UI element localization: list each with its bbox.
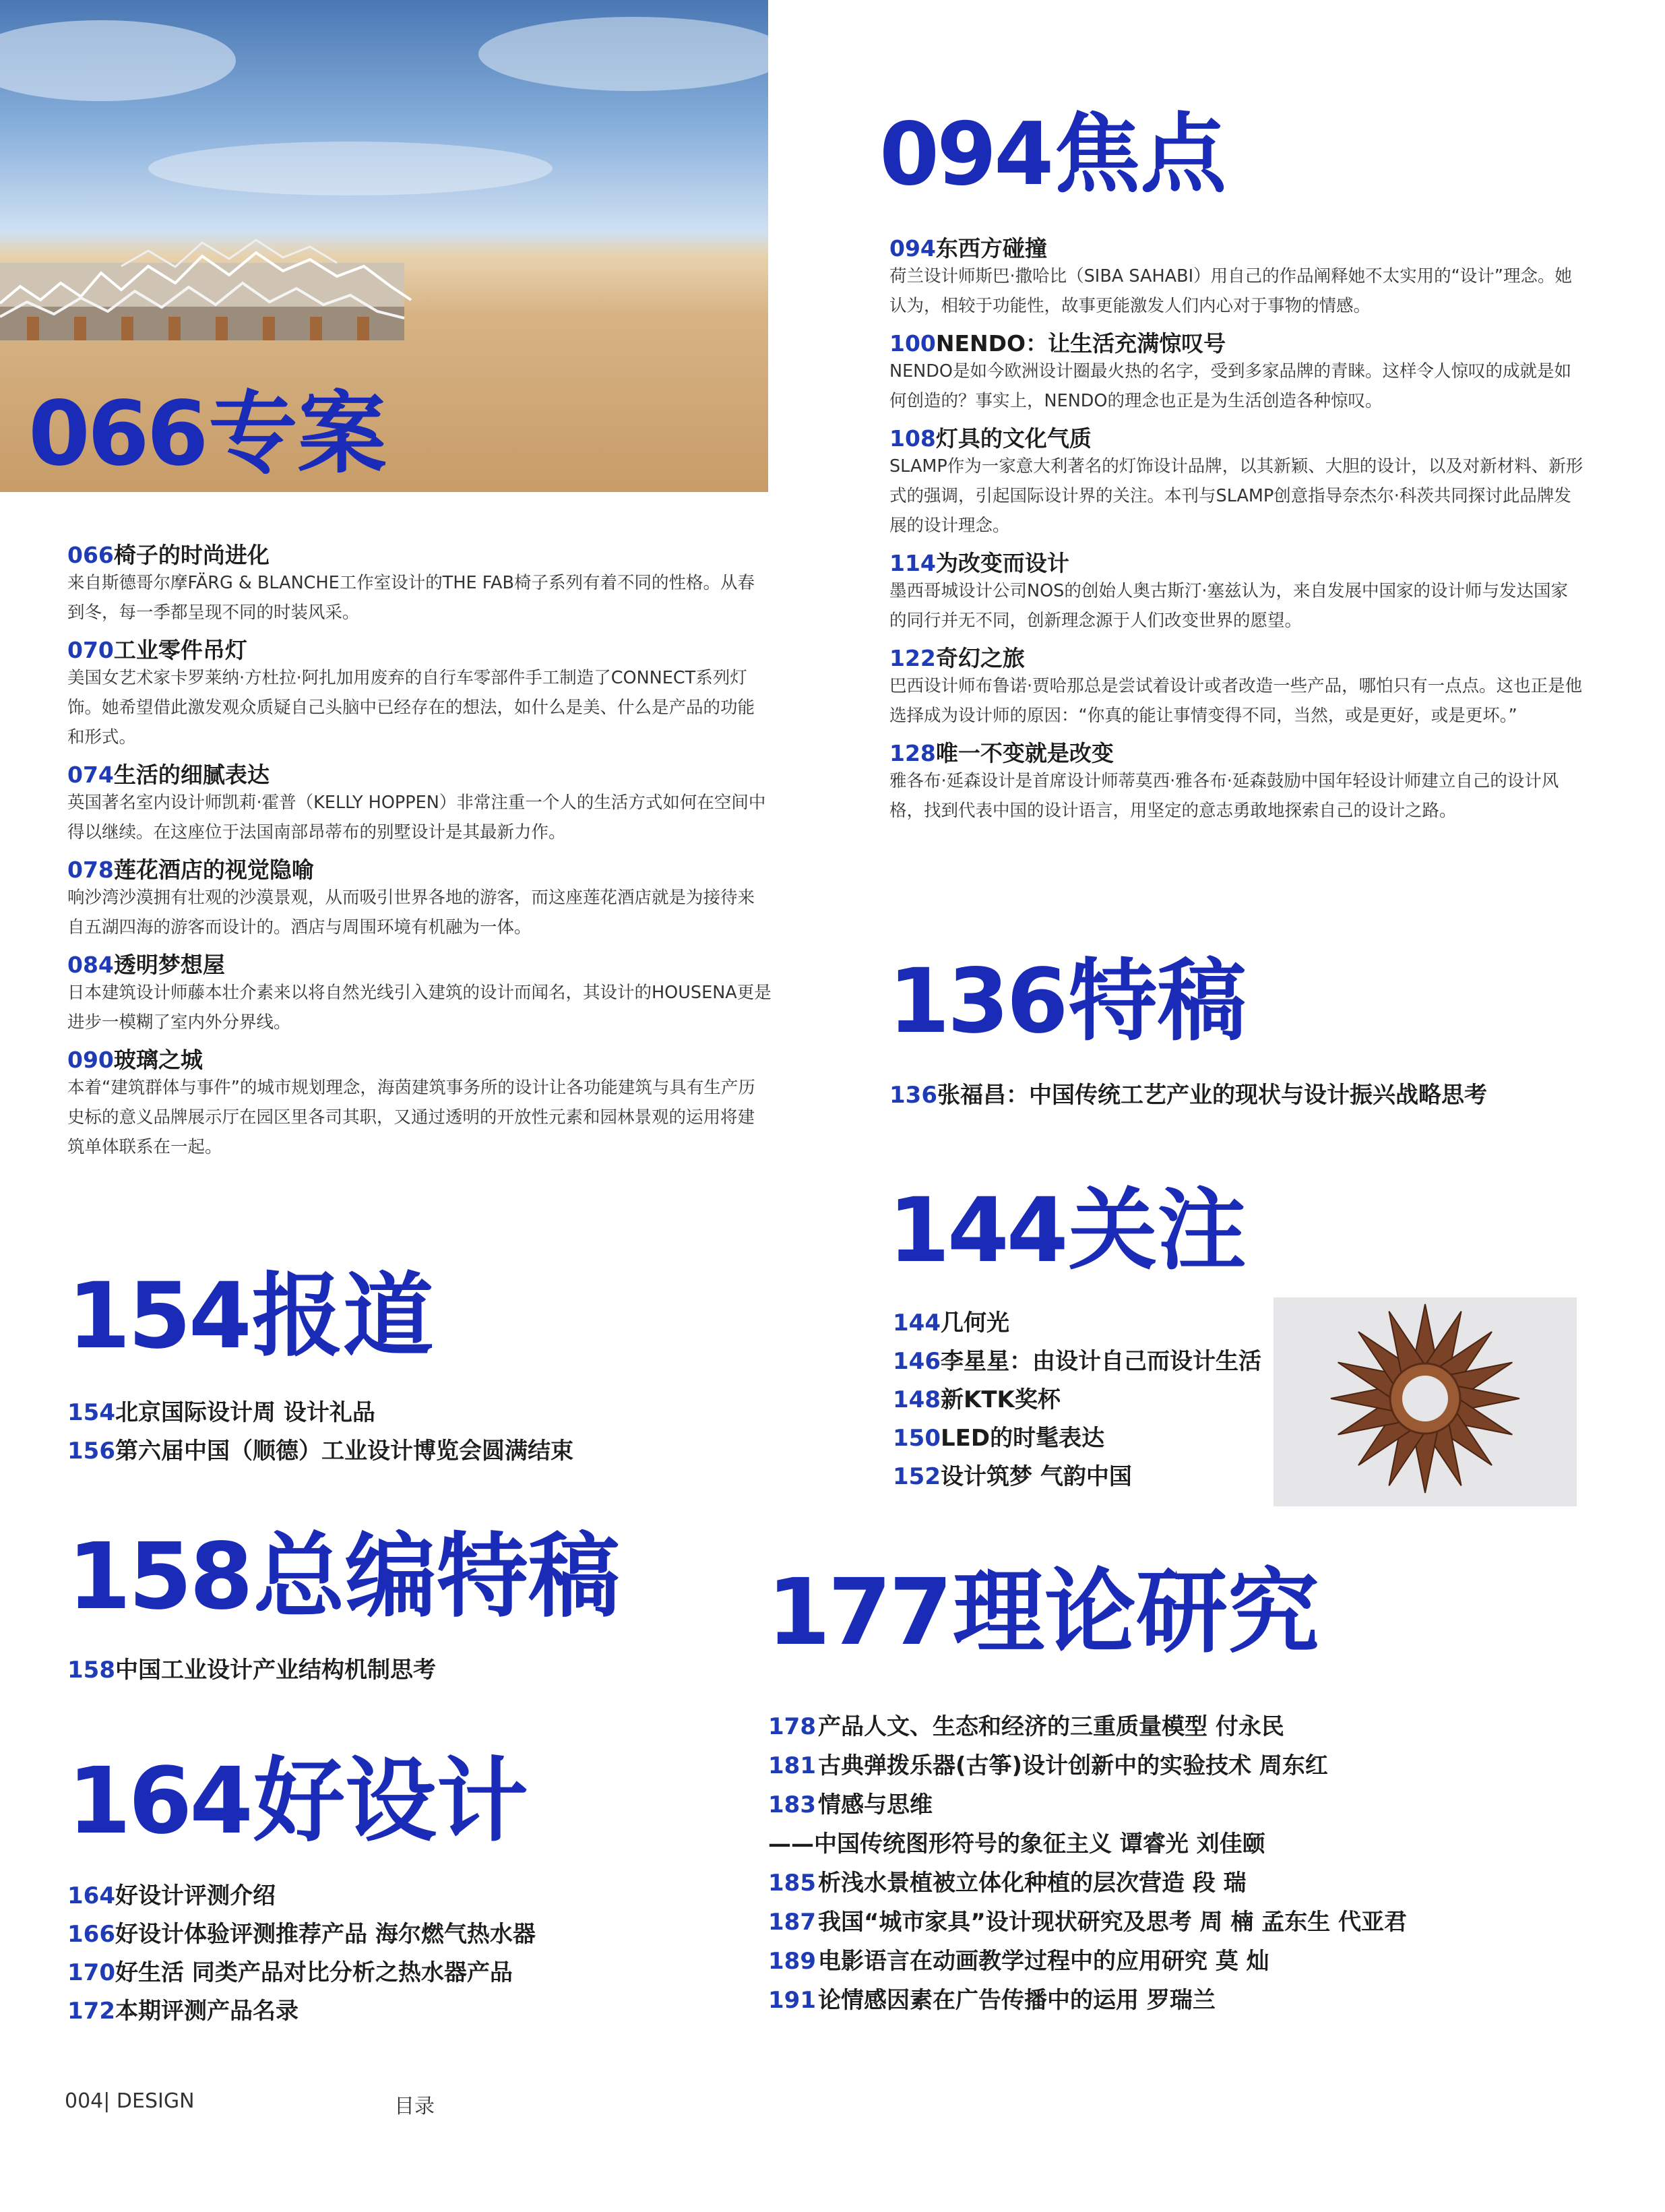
section-heading-066: 066专案 [28,382,387,486]
section-heading-144: 144关注 [888,1179,1247,1283]
toc-entry[interactable] [889,644,1583,731]
entry-description: 本着“建筑群体与事件”的城市规划理念，海茵建筑事务所的设计让各功能建筑与具有生产历史标的意义品牌展示厅在园区里各司其职，又通过透明的开放性元素和园林景观的运用将建筑单体联系在一起。 [67,1077,755,1157]
toc-entry[interactable]: 158中国工业设计产业结构机制思考 [67,1657,436,1684]
toc-entry[interactable]: 154北京国际设计周 设计礼品 [67,1399,375,1426]
toc-entry[interactable] [67,541,772,628]
toc-entry[interactable]: 170好生活 同类产品对比分析之热水器产品 [67,1959,513,1986]
baodao-list [67,1394,573,1471]
page-number: 136 [889,1082,937,1109]
toc-entry[interactable]: 191论情感因素在广告传播中的运用 罗瑞兰 [768,1981,1407,2020]
entry-description: 美国女艺术家卡罗莱纳·方杜拉·阿扎加用废弃的自行车零部件手工制造了CONNECT系列灯饰。她希望借此激发观众质疑自己头脑中已经存在的想法，如什么是美、什么是产品的功能和形式。 [67,668,755,747]
page-number: 122 [889,644,936,671]
page-number: 191 [768,1987,816,2014]
page-number: 183 [768,1791,816,1818]
page-number: 170 [67,1959,115,1986]
entry-description: 响沙湾沙漠拥有壮观的沙漠景观，从而吸引世界各地的游客，而这座莲花酒店就是为接待来自五湖四海的游客而设计的。酒店与周围环境有机融为一体。 [67,888,755,938]
entry-title: 128唯一不变就是改变 [889,739,1114,766]
toc-entry[interactable]: 181古典弹拨乐器(古筝)设计创新中的实验技术 周东红 [768,1746,1407,1785]
entry-description: 雅各布·延森设计是首席设计师蒂莫西·雅各布·延森鼓励中国年轻设计师建立自己的设计风格，找到代表中国的设计语言，用坚定的意志勇敢地探索自己的设计之路。 [889,770,1559,821]
page-number: 066 [67,542,114,568]
toc-entry[interactable]: 187我国“城市家具”设计现状研究及思考 周 楠 孟东生 代亚君 [768,1903,1407,1942]
toc-entry[interactable]: 189电影语言在动画教学过程中的应用研究 莫 灿 [768,1942,1407,1981]
zhuanan-list [67,541,772,1171]
page-number: 152 [893,1463,941,1490]
page-number: 158 [67,1657,115,1684]
entry-title: 122奇幻之旅 [889,644,1025,671]
section-heading-154: 154报道 [67,1263,434,1369]
toc-entry[interactable] [889,425,1583,541]
page-number: 185 [768,1870,816,1897]
page-number: 084 [67,951,114,978]
toc-entry[interactable]: 136张福昌：中国传统工艺产业的现状与设计振兴战略思考 [889,1082,1487,1109]
page-number: 150 [893,1425,941,1452]
lilun-list [768,1707,1407,2020]
toc-entry[interactable]: 148新KTK奖杯 [893,1386,1061,1413]
page-number: 070 [67,636,114,663]
toc-entry[interactable]: 144几何光 [893,1310,1009,1337]
entry-title: 100NENDO：让生活充满惊叹号 [889,330,1226,357]
page-number: 146 [893,1348,941,1375]
geometric-light-photo [1274,1297,1577,1506]
toc-entry[interactable]: 183情感与思维 [768,1785,1407,1824]
page-footer [65,2089,195,2113]
page-number: 074 [67,761,114,788]
toc-entry[interactable]: 185析浅水景植被立体化种植的层次营造 段 瑞 [768,1864,1407,1903]
section-heading-094: 094焦点 [879,104,1227,205]
toc-entry[interactable]: 164好设计评测介绍 [67,1882,276,1909]
toc-entry[interactable] [67,951,772,1038]
page-number: 156 [67,1438,115,1465]
page-number: 148 [893,1386,941,1413]
toc-entry[interactable] [889,549,1583,636]
page-number: 114 [889,549,936,576]
zongbian-list [67,1651,436,1690]
entry-description: 日本建筑设计师藤本壮介素来以将自然光线引入建筑的设计而闻名，其设计的HOUSENA更是进步一模糊了室内外分界线。 [67,982,772,1033]
entry-title: 078莲花酒店的视觉隐喻 [67,856,314,883]
page-number: 164 [67,1882,115,1909]
page-number: 108 [889,425,936,452]
section-heading-136: 136特稿 [888,950,1247,1053]
entry-title: 090玻璃之城 [67,1046,203,1073]
toc-entry[interactable] [889,235,1583,321]
star-lamp-illustration [1274,1297,1577,1506]
footer-section-label: 目录 [394,2095,435,2118]
entry-title: 074生活的细腻表达 [67,761,270,788]
toc-entry[interactable] [67,856,772,943]
section-heading-164: 164好设计 [67,1748,528,1855]
toc-entry[interactable]: 178产品人文、生态和经济的三重质量模型 付永民 [768,1707,1407,1746]
page-number: 189 [768,1948,816,1975]
page-number: 100 [889,330,936,357]
entry-description: 荷兰设计师斯巴·撒哈比（SIBA SAHABI）用自己的作品阐释她不太实用的“设计”理念。她认为，相较于功能性，故事更能激发人们内心对于事物的情感。 [889,266,1573,317]
page-number: 178 [768,1713,816,1740]
toc-entry[interactable]: 156第六届中国（顺德）工业设计博览会圆满结束 [67,1438,573,1465]
guanzhu-list [893,1304,1261,1496]
entry-description: 墨西哥城设计公司NOS的创始人奥古斯汀·塞兹认为，来自发展中国家的设计师与发达国家的同行并无不同，创新理念源于人们改变世界的愿望。 [889,581,1568,631]
toc-entry[interactable]: 166好设计体验评测推荐产品 海尔燃气热水器 [67,1921,536,1948]
section-heading-177: 177理论研究 [767,1560,1319,1666]
entry-description: 巴西设计师布鲁诺·贾哈那总是尝试着设计或者改造一些产品，哪怕只有一点点。这也正是他选择成为设计师的原因：“你真的能让事情变得不同，当然，或是更好，或是更坏。” [889,675,1583,726]
toc-entry[interactable]: 152设计筑梦 气韵中国 [893,1463,1132,1490]
toc-entry[interactable] [67,1046,772,1163]
entry-title: 114为改变而设计 [889,549,1069,576]
entry-description: 来自斯德哥尔摩FÄRG & BLANCHE工作室设计的THE FAB椅子系列有着不同的性格。从春到冬，每一季都呈现不同的时装风采。 [67,573,755,623]
page-number: 090 [67,1046,114,1073]
footer-separator: | [103,2089,111,2113]
entry-title: 066椅子的时尚进化 [67,542,270,568]
toc-entry[interactable] [67,761,772,848]
footer-magazine-name: DESIGN [116,2089,195,2113]
page-number: 144 [893,1310,941,1337]
section-heading-158: 158总编特稿 [67,1524,620,1630]
entry-title: 070工业零件吊灯 [67,636,247,663]
toc-entry[interactable] [889,739,1583,826]
page-number: 128 [889,739,936,766]
toc-entry[interactable]: 146李星星：由设计自己而设计生活 [893,1348,1261,1375]
haosheji-list [67,1877,536,2031]
footer-page-number: 004 [65,2089,104,2113]
page-number: 172 [67,1998,115,2025]
toc-entry[interactable]: 172本期评测产品名录 [67,1998,299,2025]
toc-entry[interactable] [889,330,1583,417]
jiaodian-list [889,235,1583,834]
toc-entry[interactable]: 150LED的时髦表达 [893,1425,1105,1452]
page-number: 166 [67,1921,115,1948]
toc-entry-continuation: ——中国传统图形符号的象征主义 谭睿光 刘佳颐 [768,1831,1265,1857]
page-number: 094 [889,235,936,262]
toc-entry[interactable] [67,636,772,753]
page-number: 154 [67,1399,115,1426]
entry-title: 084透明梦想屋 [67,951,225,978]
page-number: 187 [768,1909,816,1936]
page-number: 078 [67,856,114,883]
entry-description: 英国著名室内设计师凯莉·霍普（KELLY HOPPEN）非常注重一个人的生活方式如何在空间中得以继续。在这座位于法国南部昂蒂布的别墅设计是其最新力作。 [67,793,766,842]
entry-description: SLAMP作为一家意大利著名的灯饰设计品牌，以其新颖、大胆的设计，以及对新材料、新形式的强调，引起国际设计界的关注。本刊与SLAMP创意指导奈杰尔·科茨共同探讨此品牌发展的设计理念。 [889,456,1583,536]
tegao-list [889,1076,1487,1115]
entry-description: NENDO是如今欧洲设计圈最火热的名字，受到多家品牌的青睐。这样令人惊叹的成就是如何创造的？事实上，NENDO的理念也正是为生活创造各种惊叹。 [889,361,1571,412]
entry-title: 094东西方碰撞 [889,235,1047,262]
page-number: 181 [768,1752,816,1779]
entry-title: 108灯具的文化气质 [889,425,1092,452]
